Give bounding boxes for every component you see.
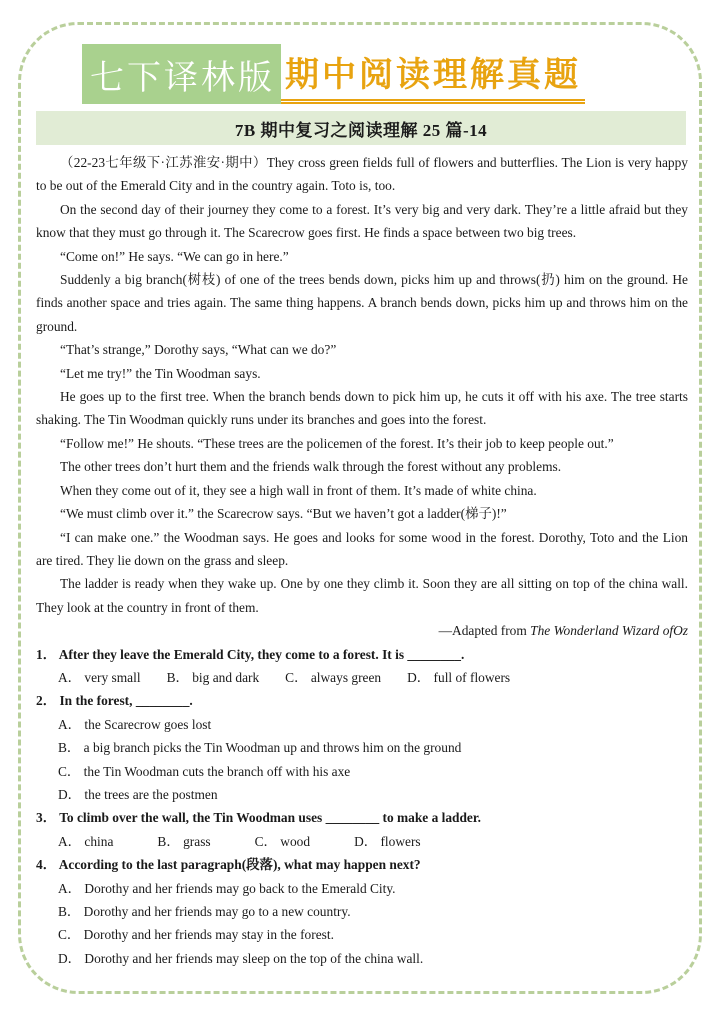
passage-paragraph: “Follow me!” He shouts. “These trees are the policemen of the forest. It’s their job to keep people out.” xyxy=(60,435,614,451)
option-c: C． the Tin Woodman cuts the branch off with his axe xyxy=(58,763,351,779)
passage-paragraph: “That’s strange,” Dorothy says, “What can we do?” xyxy=(60,342,337,358)
question-number: 1． xyxy=(36,646,57,662)
passage-paragraph: “Come on!” He says. “We can go in here.” xyxy=(60,248,289,264)
source-title: The Wonderland Wizard ofOz xyxy=(530,623,688,639)
option-a: A． the Scarecrow goes lost xyxy=(58,716,212,732)
passage-paragraph: “Let me try!” the Tin Woodman says. xyxy=(60,365,261,381)
option-c: C． Dorothy and her friends may stay in the forest. xyxy=(58,927,334,943)
option-c: C． wood xyxy=(254,833,311,849)
question-4 xyxy=(36,853,688,876)
option-b: B． a big branch picks the Tin Woodman up and throws him on the ground xyxy=(58,740,462,756)
option-a: A． china xyxy=(58,833,114,849)
subtitle-bar: 7B 期中复习之阅读理解 25 篇-14 xyxy=(36,111,686,145)
passage-source xyxy=(36,619,688,642)
question-1 xyxy=(36,643,688,666)
question-number: 2． xyxy=(36,693,57,709)
passage-paragraph: On the second day of their journey they come to a forest. It’s very big and very dark. They’re a little afraid but they know that they must go through it. The Scarecrow goes first. He finds a space between two big trees. xyxy=(36,201,688,241)
question-text: In the forest, ________. xyxy=(59,693,193,709)
question-text: To climb over the wall, the Tin Woodman uses ________ to make a ladder. xyxy=(59,810,481,826)
question-text: After they leave the Emerald City, they come to a forest. It is ________. xyxy=(58,646,465,662)
question-number: 4． xyxy=(36,857,57,873)
reading-content xyxy=(36,151,688,970)
question-1-options xyxy=(36,666,688,689)
passage-paragraph: The ladder is ready when they wake up. One by one they climb it. Soon they are all sitting on top of the china wall. They look at the country in front of them. xyxy=(36,576,688,615)
option-b: B． Dorothy and her friends may go to a new country. xyxy=(58,904,351,919)
option-c: C． always green xyxy=(285,669,382,685)
option-b: B． big and dark xyxy=(166,669,260,685)
source-prefix: —Adapted from xyxy=(438,623,531,639)
question-3-options xyxy=(36,830,688,853)
question-2 xyxy=(36,689,688,712)
question-3 xyxy=(36,806,688,829)
passage-paragraph: Suddenly a big branch(树枝) of one of the trees bends down, picks him up and throws(扔) him on the ground. He finds another space and tries again. The same thing happens. A branch bends down, picks him up and throws him on the ground. xyxy=(36,272,688,334)
option-d: D． Dorothy and her friends may sleep on the top of the china wall. xyxy=(58,950,424,966)
passage-paragraph: （22-23七年级下·江苏淮安·期中）They cross green fields full of flowers and butterflies. The Lion is very happy to be out of the Emerald City and in the country again. Toto is, too. xyxy=(36,155,688,194)
question-number: 3． xyxy=(36,810,57,826)
option-a: A． very small xyxy=(58,669,141,685)
title-banner xyxy=(82,44,585,104)
banner-title: 期中阅读理解真题 xyxy=(281,44,585,104)
passage-paragraph: He goes up to the first tree. When the branch bends down to pick him up, he cuts it off with his axe. The tree starts shaking. The Tin Woodman quickly runs under its branches and goes into the forest. xyxy=(36,389,688,428)
option-a: A． Dorothy and her friends may go back to the Emerald City. xyxy=(58,880,396,896)
option-b: B． grass xyxy=(157,833,211,849)
banner-edition-label: 七下译林版 xyxy=(82,44,281,104)
passage-paragraph: “We must climb over it.” the Scarecrow says. “But we haven’t got a ladder(梯子)!” xyxy=(60,506,507,522)
option-d: D． full of flowers xyxy=(407,669,511,685)
passage-paragraph: The other trees don’t hurt them and the friends walk through the forest without any problems. xyxy=(60,459,562,475)
option-d: D． the trees are the postmen xyxy=(58,786,218,802)
option-d: D． flowers xyxy=(354,833,421,849)
passage-paragraph: When they come out of it, they see a high wall in front of them. It’s made of white china. xyxy=(60,482,537,498)
question-text: According to the last paragraph(段落), what may happen next? xyxy=(58,857,421,873)
passage-paragraph: “I can make one.” the Woodman says. He goes and looks for some wood in the forest. Dorothy, Toto and the Lion are tired. They lie down on the grass and sleep. xyxy=(36,529,688,568)
